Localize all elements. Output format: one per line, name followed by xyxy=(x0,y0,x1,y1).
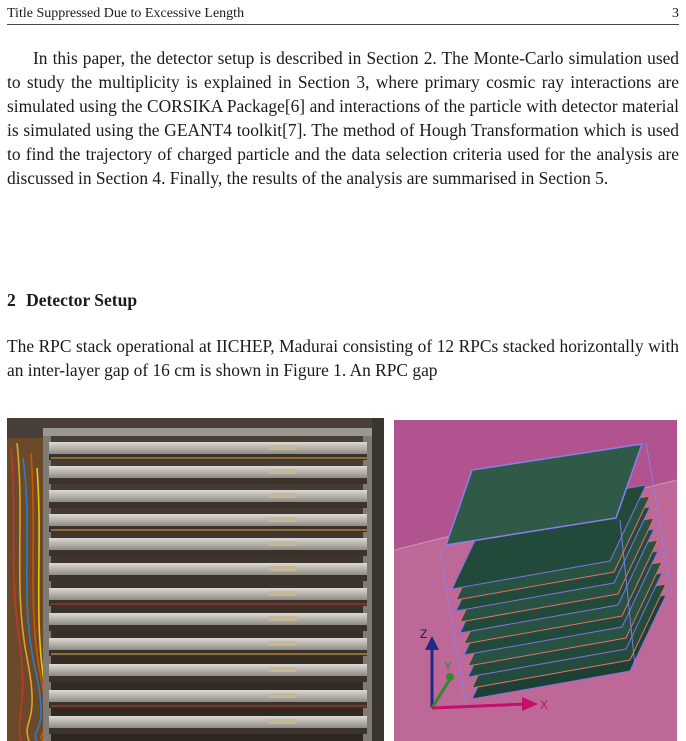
axis-z-label: Z xyxy=(420,627,428,641)
geant4-rpc-stack-drawing xyxy=(394,420,677,741)
section-heading xyxy=(7,288,137,312)
running-header xyxy=(7,4,679,25)
rpc-stack-photo-drawing xyxy=(7,418,384,741)
geant4-rpc-stack-render xyxy=(394,420,677,741)
section-number: 2 xyxy=(7,290,16,310)
rpc-stack-photo xyxy=(7,418,384,741)
section-title: Detector Setup xyxy=(26,290,138,310)
intro-paragraph: In this paper, the detector setup is described in Section 2. The Monte-Carlo simulation used to study the multiplicity is explained in Section 3, where primary cosmic ray interactions are simulated using the CORSIKA Package[6] and interactions of the particle with detector material is simulated using the GEANT4 toolkit[7]. The method of Hough Transformation which is used to find the trajectory of charged particle and the data selection criteria used for the analysis are discussed in Section 4. Finally, the results of the analysis are summarised in Section 5. xyxy=(7,48,679,188)
running-title: Title Suppressed Due to Excessive Length xyxy=(7,6,245,21)
axis-y-label: Y xyxy=(444,659,453,673)
section-paragraph: The RPC stack operational at IICHEP, Madurai consisting of 12 RPCs stacked horizontally with an inter-layer gap of 16 cm is shown in Figure 1. An RPC gap xyxy=(7,336,679,380)
page-number: 3 xyxy=(672,6,679,21)
axis-x-label: X xyxy=(540,698,549,712)
